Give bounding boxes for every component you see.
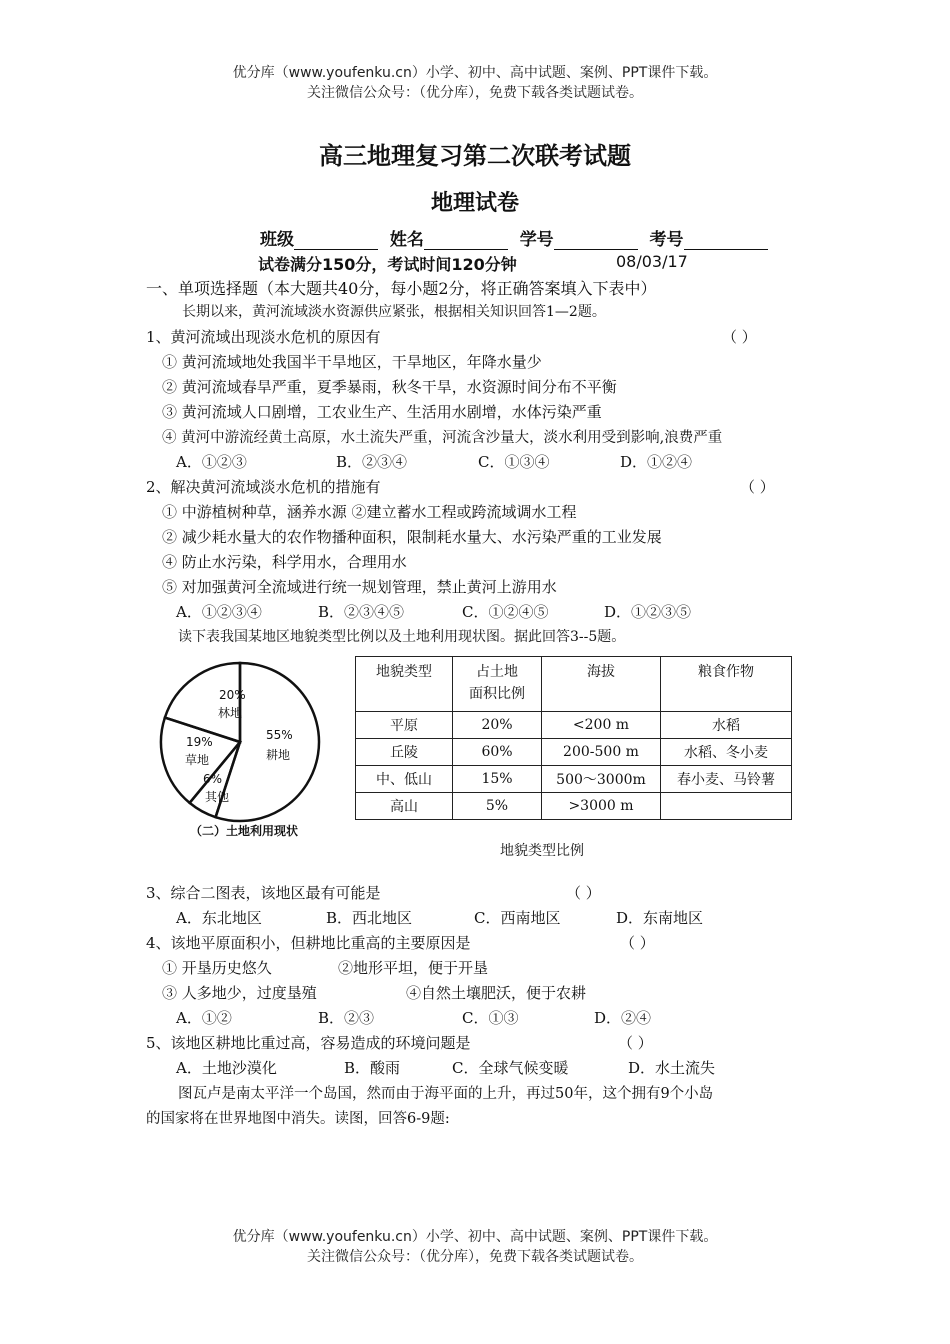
q3-option-c[interactable]: C．西南地区 xyxy=(474,909,561,927)
land-use-pie-chart xyxy=(150,660,350,850)
q2-stem: 2、解决黄河流域淡水危机的措施有 xyxy=(146,478,381,496)
q2-item-2: ② 减少耗水量大的农作物播种面积，限制耗水量大、水污染严重的工业发展 xyxy=(162,528,662,546)
q2-option-a[interactable]: A．①②③④ xyxy=(176,603,262,621)
section-heading: 一、单项选择题（本大题共40分，每小题2分，将正确答案填入下表中） xyxy=(146,279,657,298)
q1-option-a[interactable]: A．①②③ xyxy=(176,453,247,471)
q1-option-d[interactable]: D．①②④ xyxy=(620,453,693,471)
q4-item-4: ④自然土壤肥沃，便于农耕 xyxy=(406,984,587,1002)
q1-item-2: ② 黄河流域春旱严重，夏季暴雨，秋冬干旱，水资源时间分布不平衡 xyxy=(162,378,617,396)
pie-caption: （二）土地利用现状 xyxy=(190,824,299,838)
q1-item-3: ③ 黄河流域人口剧增，工农业生产、生活用水剧增，水体污染严重 xyxy=(162,403,602,421)
q2-option-b[interactable]: B．②③④⑤ xyxy=(318,603,405,621)
table-row xyxy=(356,766,792,793)
landform-table xyxy=(355,656,792,820)
th-landform: 地貌类型 xyxy=(356,657,453,712)
q5-option-d[interactable]: D．水土流失 xyxy=(628,1059,716,1077)
table-caption: 地貌类型比例 xyxy=(500,843,584,859)
q1-item-4: ④ 黄河中游流经黄土高原，水土流失严重，河流含沙量大，淡水利用受到影响,浪费严重 xyxy=(162,430,723,446)
q3-stem: 3、综合二图表，该地区最有可能是 xyxy=(146,884,381,902)
q2-item-1: ① 中游植树种草，涵养水源 ②建立蓄水工程或跨流域调水工程 xyxy=(162,503,577,521)
q4-option-a[interactable]: A．①② xyxy=(176,1009,232,1027)
table-row xyxy=(356,739,792,766)
cell-area: 5% xyxy=(453,793,542,820)
q4-option-b[interactable]: B．②③ xyxy=(318,1009,375,1027)
exam-title: 高三地理复习第二次联考试题 xyxy=(319,142,631,170)
q4-option-c[interactable]: C．①③ xyxy=(462,1009,519,1027)
q3-option-b[interactable]: B．西北地区 xyxy=(326,909,413,927)
q4-stem: 4、该地平原面积小，但耕地比重高的主要原因是 xyxy=(146,934,471,952)
q2-option-d[interactable]: D．①②③⑤ xyxy=(604,603,692,621)
q5-answer-paren[interactable]: （ ） xyxy=(618,1034,653,1052)
q1-option-b[interactable]: B．②③④ xyxy=(336,453,408,471)
q2-item-3: ④ 防止水污染，科学用水，合理用水 xyxy=(162,553,407,571)
pie-label-grass-pct: 19% xyxy=(186,735,213,749)
q4-answer-paren[interactable]: （ ） xyxy=(620,934,655,952)
cell-landform: 高山 xyxy=(356,793,453,820)
th-area-1: 占土地 xyxy=(476,664,518,680)
pie-label-farmland: 耕地 xyxy=(266,748,291,762)
q4-item-1: ① 开垦历史悠久 xyxy=(162,959,272,977)
q2-item-4: ⑤ 对加强黄河全流域进行统一规划管理，禁止黄河上游用水 xyxy=(162,578,557,596)
cell-altitude: 500～3000m xyxy=(542,766,661,793)
q3-answer-paren[interactable]: （ ） xyxy=(566,884,601,902)
q5-option-b[interactable]: B．酸雨 xyxy=(344,1059,401,1077)
q5-option-c[interactable]: C．全球气候变暖 xyxy=(452,1059,569,1077)
pie-slice-耕地 xyxy=(216,663,319,821)
q2-answer-paren[interactable]: （ ） xyxy=(740,478,775,496)
cell-crops: 水稻、冬小麦 xyxy=(661,739,792,766)
pie-label-forest-pct: 20% xyxy=(219,688,246,702)
class-label: 班级 xyxy=(260,230,294,250)
cell-crops: 春小麦、马铃薯 xyxy=(661,766,792,793)
pie-label-forest: 林地 xyxy=(218,706,243,720)
th-crops: 粮食作物 xyxy=(661,657,792,712)
cell-landform: 平原 xyxy=(356,712,453,739)
pie-label-farmland-pct: 55% xyxy=(266,728,293,742)
q1-stem: 1、黄河流域出现淡水危机的原因有 xyxy=(146,328,381,346)
student-id-field[interactable] xyxy=(554,233,638,250)
q3-option-d[interactable]: D．东南地区 xyxy=(616,909,704,927)
exam-no-field[interactable] xyxy=(684,233,768,250)
intro-1: 长期以来，黄河流域淡水资源供应紧张，根据相关知识回答1—2题。 xyxy=(182,304,606,320)
cell-area: 20% xyxy=(453,712,542,739)
header-line-2: 关注微信公众号：（优分库），免费下载各类试题试卷。 xyxy=(307,85,643,101)
cell-area: 15% xyxy=(453,766,542,793)
cell-altitude: 200-500 m xyxy=(542,739,661,766)
exam-info: 试卷满分150分，考试时间120分钟 xyxy=(258,255,517,274)
q1-item-1: ① 黄河流域地处我国半干旱地区，干旱地区，年降水量少 xyxy=(162,353,542,371)
pie-label-grass: 草地 xyxy=(185,753,210,767)
class-field[interactable] xyxy=(294,233,378,250)
pie-label-other: 其他 xyxy=(205,790,230,804)
cell-crops: 水稻 xyxy=(661,712,792,739)
exam-date: 08/03/17 xyxy=(616,252,688,271)
q2-option-c[interactable]: C．①②④⑤ xyxy=(462,603,549,621)
pie-label-other-pct: 6% xyxy=(203,772,223,786)
pie-slice-林地 xyxy=(165,663,243,742)
cell-landform: 丘陵 xyxy=(356,739,453,766)
q1-option-c[interactable]: C．①③④ xyxy=(478,453,550,471)
cell-landform: 中、低山 xyxy=(356,766,453,793)
cell-area: 60% xyxy=(453,739,542,766)
intro-2: 读下表我国某地区地貌类型比例以及土地利用现状图。据此回答3--5题。 xyxy=(178,629,626,645)
th-altitude: 海拔 xyxy=(542,657,661,712)
cell-altitude: >3000 m xyxy=(542,793,661,820)
cell-crops xyxy=(661,793,792,820)
exam-subtitle: 地理试卷 xyxy=(430,191,519,216)
q3-option-a[interactable]: A．东北地区 xyxy=(176,909,262,927)
th-area xyxy=(453,657,542,712)
table-row xyxy=(356,793,792,820)
student-id-label: 学号 xyxy=(519,230,554,250)
intro-3-line-2: 的国家将在世界地图中消失。读图，回答6-9题: xyxy=(146,1111,450,1127)
footer-line-2: 关注微信公众号：（优分库），免费下载各类试题试卷。 xyxy=(307,1249,643,1265)
name-field[interactable] xyxy=(424,233,508,250)
name-label: 姓名 xyxy=(389,230,424,250)
q1-answer-paren[interactable]: （ ） xyxy=(722,328,757,346)
cell-altitude: <200 m xyxy=(542,712,661,739)
q5-option-a[interactable]: A．土地沙漠化 xyxy=(176,1059,277,1077)
q4-option-d[interactable]: D．②④ xyxy=(594,1009,652,1027)
q4-item-2: ②地形平坦，便于开垦 xyxy=(338,959,489,977)
student-fields xyxy=(260,225,768,250)
exam-no-label: 考号 xyxy=(649,230,684,250)
header-line-1: 优分库（www.youfenku.cn）小学、初中、高中试题、案例、PPT课件下载。 xyxy=(232,65,718,81)
intro-3-line-1: 图瓦卢是南太平洋一个岛国，然而由于海平面的上升，再过50年，这个拥有9个小岛 xyxy=(178,1086,714,1102)
th-area-2: 面积比例 xyxy=(469,686,525,702)
footer-line-1: 优分库（www.youfenku.cn）小学、初中、高中试题、案例、PPT课件下载。 xyxy=(232,1229,718,1245)
q5-stem: 5、该地区耕地比重过高，容易造成的环境问题是 xyxy=(146,1034,471,1052)
q4-item-3: ③ 人多地少，过度垦殖 xyxy=(162,984,317,1002)
table-row xyxy=(356,712,792,739)
